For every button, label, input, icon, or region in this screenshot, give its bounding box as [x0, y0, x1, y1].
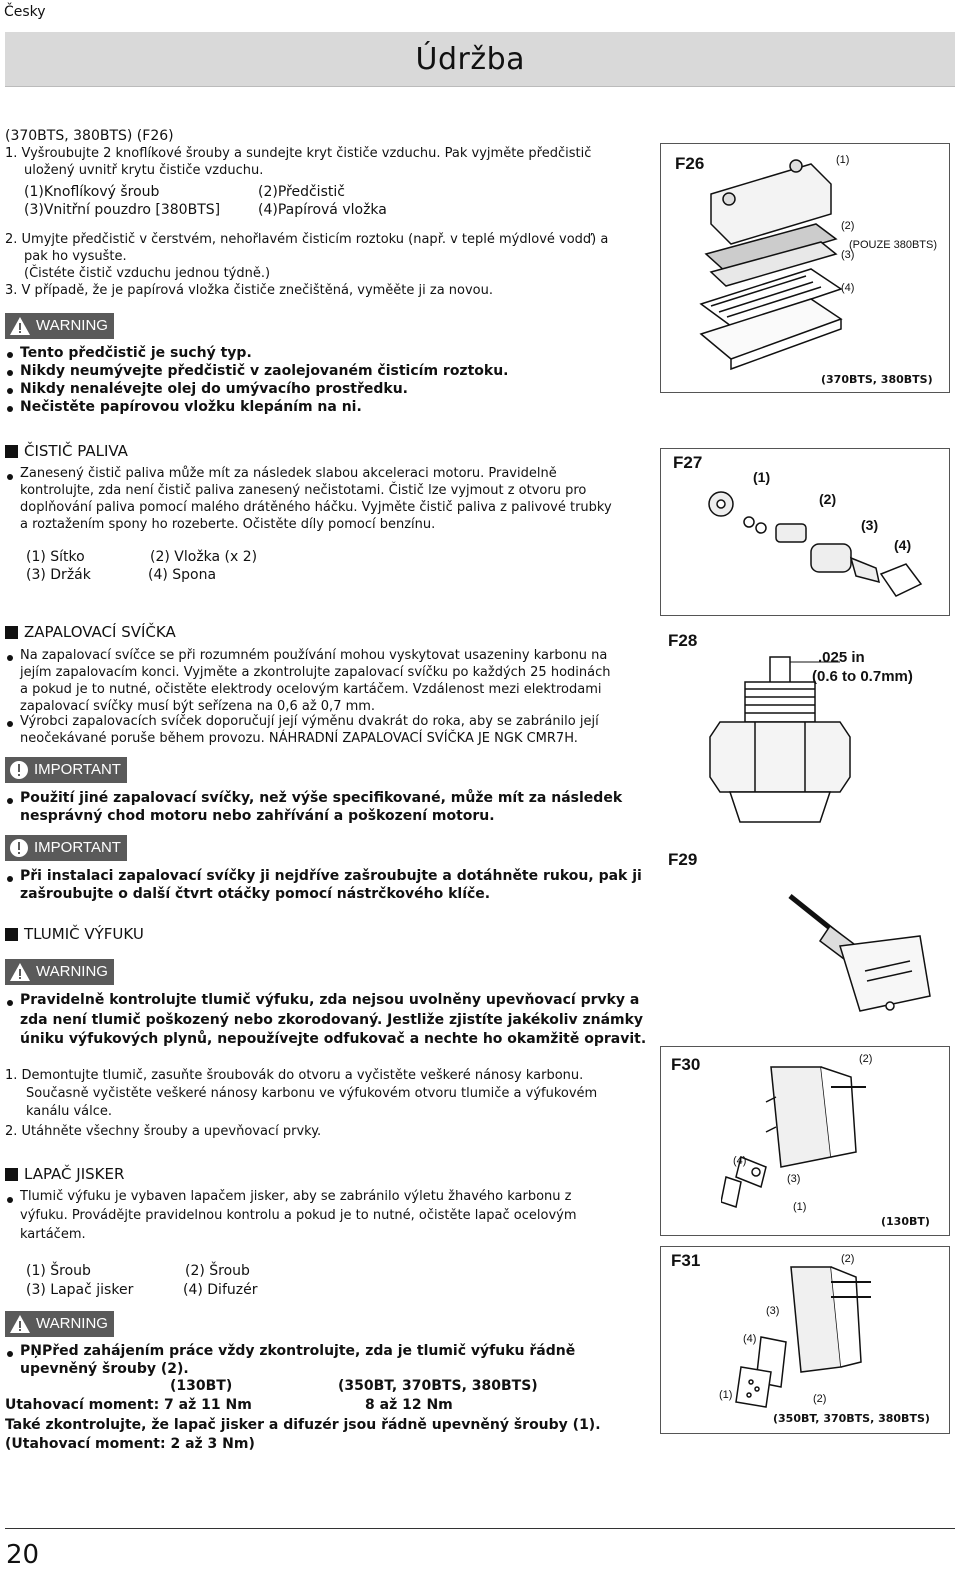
- section-square-icon: [5, 1168, 18, 1181]
- callout-note: (POUZE 380BTS): [849, 239, 938, 251]
- important-badge: [5, 757, 127, 783]
- air-part-4: (4)Papírová vložka: [258, 202, 387, 218]
- callout-2: (2): [819, 491, 837, 507]
- exclamation-circle-icon: [9, 838, 29, 858]
- callout-2: (2): [859, 1053, 873, 1065]
- bullet-dot: [7, 1351, 13, 1357]
- figure-f30: [660, 1046, 950, 1236]
- air-step1-line1: 1. Vyšroubujte 2 knoflíkové šrouby a sundejte kryt čističe vzduchu. Pak vyjměte předčistič: [5, 146, 592, 161]
- figure-label: F30: [671, 1055, 701, 1074]
- bullet-dot: [7, 474, 13, 480]
- callout-4: (4): [894, 537, 912, 553]
- warning-triangle-icon: [9, 1314, 31, 1334]
- callout-3: (3): [861, 517, 879, 533]
- fuel-line4: a roztažením spony ho rozeberte. Očistěte díly pomocí benzínu.: [20, 517, 436, 532]
- figure-label: F27: [673, 453, 703, 472]
- section-square-icon: [5, 626, 18, 639]
- air-cleaner-illustration: [691, 154, 851, 384]
- figure-label: F31: [671, 1251, 701, 1270]
- spark-plug-heading-text: ZAPALOVACÍ SVÍČKA: [24, 623, 176, 641]
- plug-b1-l4: zapalovací svíčky musí být seřízena na 0,6 až 0,7 mm.: [20, 699, 376, 714]
- figure-caption: (350BT, 370BTS, 380BTS): [773, 1412, 930, 1425]
- bullet-dot: [7, 406, 13, 412]
- fuel-filter-heading: [5, 442, 128, 460]
- arrester-part-2: (2) Šroub: [185, 1263, 250, 1279]
- figure-f26: [660, 143, 950, 393]
- important-badge: [5, 835, 127, 861]
- warning-badge: [5, 959, 114, 985]
- callout-1: (1): [836, 154, 850, 166]
- callout-3: (3): [841, 249, 855, 261]
- callout-2: (2): [841, 1253, 855, 1265]
- important-label: IMPORTANT: [34, 839, 121, 856]
- plug-b2-l2: neočekávané poruše během provozu. NÁHRADNÍ ZAPALOVACÍ SVÍČKA JE NGK CMR7H.: [20, 731, 578, 746]
- callout-4: (4): [841, 282, 855, 294]
- important-label: IMPORTANT: [34, 761, 121, 778]
- bullet-dot: [7, 721, 13, 727]
- figure-label: F26: [675, 154, 705, 173]
- callout-3: (3): [766, 1305, 780, 1317]
- plug-b2-l1: Výrobci zapalovacích svíček doporučují její výměnu dvakrát do roka, aby se zabránilo její: [20, 714, 599, 729]
- callout-4: (4): [733, 1155, 747, 1167]
- muffler-s1-l1: 1. Demontujte tlumič, zasuňte šroubovák do otvoru a vyčistěte veškeré nánosy karbonu.: [5, 1068, 584, 1083]
- muffler-heading-text: TLUMIČ VÝFUKU: [24, 925, 144, 943]
- figure-f28: [660, 627, 948, 827]
- muffler-w-l3: úniku výfukových plynů, nepoužívejte odfukovač a nechte ho okamžitě opravit.: [20, 1031, 647, 1047]
- warning-triangle-icon: [9, 316, 31, 336]
- callout-2: (2): [841, 220, 855, 232]
- figure-caption: (370BTS, 380BTS): [821, 373, 933, 386]
- warning-label: WARNING: [36, 963, 108, 980]
- arrester-l1: Tlumič výfuku je vybaven lapačem jisker, aby se zabránilo výletu žhavého karbonu z: [20, 1189, 572, 1204]
- air-part-1: (1)Knoflíkový šroub: [24, 184, 160, 200]
- air-warn-bullet: Nikdy nenalévejte olej do umývacího prostředku.: [20, 381, 408, 397]
- warning-label: WARNING: [36, 317, 108, 334]
- air-step2-line3: (Čistéte čistič vzduchu jednou týdně.): [24, 266, 271, 281]
- page-number: 20: [6, 1540, 40, 1570]
- bullet-dot: [7, 370, 13, 376]
- language-label: Česky: [4, 4, 46, 20]
- air-step2-line2: pak ho vysušte.: [24, 249, 127, 264]
- bullet-dot: [7, 655, 13, 661]
- muffler-cleaning-illustration: [770, 876, 940, 1026]
- air-part-2: (2)Předčistič: [258, 184, 345, 200]
- arrester-part-1: (1) Šroub: [26, 1263, 91, 1279]
- footer-divider: [5, 1528, 955, 1529]
- figure-f31: [660, 1246, 950, 1434]
- air-step1-line2: uložený uvnitř krytu čističe vzduchu.: [24, 163, 264, 178]
- plug-imp1-l1: Použití jiné zapalovací svíčky, než výše specifikované, může mít za následek: [20, 790, 623, 806]
- air-part-3: (3)Vnitřní pouzdro [380BTS]: [24, 202, 221, 218]
- air-warn-bullet: Nikdy neumývejte předčistič v zaolejovaném čisticím roztoku.: [20, 363, 509, 379]
- callout-1: (1): [793, 1201, 807, 1213]
- spark-plug-heading: [5, 623, 176, 641]
- muffler-s1-l3: kanálu válce.: [26, 1104, 113, 1119]
- muffler-s1-l2: Současně vyčistěte veškeré nánosy karbonu ve výfukovém otvoru tlumiče a výfukovém: [26, 1086, 598, 1101]
- section-square-icon: [5, 928, 18, 941]
- plug-imp2-l1: Při instalaci zapalovací svíčky ji nejdříve zašroubujte a dotáhněte rukou, pak ji: [20, 868, 642, 884]
- plug-b1-l1: Na zapalovací svíčce se při rozumném používání mohou vyskytovat usazeniny karbonu na: [20, 648, 608, 663]
- exclamation-circle-icon: [9, 760, 29, 780]
- arrester-torque-b: 8 až 12 Nm: [365, 1397, 453, 1413]
- page-title: Údržba: [415, 42, 525, 77]
- warning-triangle-icon: [9, 962, 31, 982]
- bullet-dot: [7, 876, 13, 882]
- muffler-w-l1: Pravidelně kontrolujte tlumič výfuku, zda nejsou uvolněny upevňovací prvky a: [20, 992, 640, 1008]
- figure-label: F28: [668, 631, 698, 650]
- gap-spec-1: .025 in: [818, 649, 865, 666]
- fuel-part-4: (4) Spona: [148, 567, 217, 583]
- figure-f29: [660, 846, 948, 1026]
- arrester-l2: výfuku. Provádějte pravidelnou kontrolu a pokud je to nutné, očistěte lapač ocelovým: [20, 1208, 577, 1223]
- plug-b1-l3: a pokud je to nutné, očistěte elektrody ocelovým kartáčem. Vzdálenost mezi elektrodami: [20, 682, 602, 697]
- warning-badge: [5, 313, 114, 339]
- fuel-part-2: (2) Vložka (x 2): [150, 549, 258, 565]
- fuel-part-1: (1) Sítko: [26, 549, 85, 565]
- arrester-also-l1: Také zkontrolujte, že lapač jisker a difuzér jsou řádně upevněný šrouby (1).: [5, 1417, 601, 1433]
- plug-imp1-l2: nesprávný chod motoru nebo zahřívání a poškození motoru.: [20, 808, 495, 824]
- spark-arrester-heading: [5, 1165, 124, 1183]
- warning-badge: [5, 1311, 114, 1337]
- bullet-dot: [7, 352, 13, 358]
- air-warn-bullet: Tento předčistič je suchý typ.: [20, 345, 252, 361]
- air-step3: 3. V případě, že je papírová vložka čističe znečištěná, vyměěte ji za novou.: [5, 283, 494, 298]
- arrester-w-l1: PŅPřed zahájením práce vždy zkontrolujte, zda je tlumič výfuku řádně: [20, 1343, 576, 1359]
- section-square-icon: [5, 445, 18, 458]
- arrester-torque: Utahovací moment: 7 až 11 Nm: [5, 1397, 252, 1413]
- fuel-line3: doplňování paliva pomocí malého drátěného háčku. Vyjměte čistič paliva z palivové trubky: [20, 500, 612, 515]
- arrester-w-l2: upevněný šrouby (2).: [20, 1361, 189, 1377]
- arrester-also-l2: (Utahovací moment: 2 až 3 Nm): [5, 1436, 255, 1452]
- fuel-line2: kontrolujte, zda není čistič paliva zanesený nečistotami. Čistič lze vyjmout z otvoru pro: [20, 483, 587, 498]
- fuel-filter-heading-text: ČISTIČ PALIVA: [24, 442, 128, 460]
- figure-caption: (130BT): [881, 1215, 930, 1228]
- arrester-part-3: (3) Lapač jisker: [26, 1282, 134, 1298]
- title-bar: [5, 32, 955, 87]
- bullet-dot: [7, 798, 13, 804]
- arrester-l3: kartáčem.: [20, 1227, 86, 1242]
- fuel-part-3: (3) Držák: [26, 567, 91, 583]
- fuel-line1: Zanesený čistič paliva může mít za následek slabou akceleraci motoru. Pravidelně: [20, 466, 557, 481]
- bullet-dot: [7, 388, 13, 394]
- plug-b1-l2: jejím zapalovacím konci. Vyjměte a zkontrolujte zapalovací svíčku po každých 25 hodinách: [20, 665, 611, 680]
- callout-4: (4): [743, 1333, 757, 1345]
- callout-3: (3): [787, 1173, 801, 1185]
- plug-imp2-l2: zašroubujte o další čtvrt otáčky pomocí nástrčkového klíče.: [20, 886, 491, 902]
- callout-1: (1): [753, 469, 771, 485]
- air-cleaner-model-line: (370BTS, 380BTS) (F26): [5, 128, 174, 144]
- air-step2-line1: 2. Umyjte předčistič v čerstvém, nehořlavém čisticím roztoku (např. v teplé mýdlové vodď) a: [5, 232, 609, 247]
- bullet-dot: [7, 1197, 13, 1203]
- gap-spec-2: (0.6 to 0.7mm): [812, 668, 913, 685]
- spark-arrester-heading-text: LAPAČ JISKER: [24, 1165, 125, 1183]
- callout-1: (1): [719, 1389, 733, 1401]
- air-warn-bullet: Nečistěte papírovou vložku klepáním na ni.: [20, 399, 362, 415]
- bullet-dot: [7, 1000, 13, 1006]
- muffler-heading: [5, 925, 144, 943]
- arrester-part-4: (4) Difuzér: [183, 1282, 258, 1298]
- warning-label: WARNING: [36, 1315, 108, 1332]
- figure-f27: [660, 448, 950, 616]
- arrester-models-b: (350BT, 370BTS, 380BTS): [338, 1378, 538, 1394]
- figure-label: F29: [668, 850, 698, 869]
- muffler-w-l2: zda není tlumič poškozený nebo zkorodovaný. Jestliže zjistíte jakékoliv známky: [20, 1012, 644, 1028]
- arrester-models-a: (130BT): [170, 1378, 233, 1394]
- callout-2b: (2): [813, 1393, 827, 1405]
- muffler-s2: 2. Utáhněte všechny šrouby a upevňovací prvky.: [5, 1124, 322, 1139]
